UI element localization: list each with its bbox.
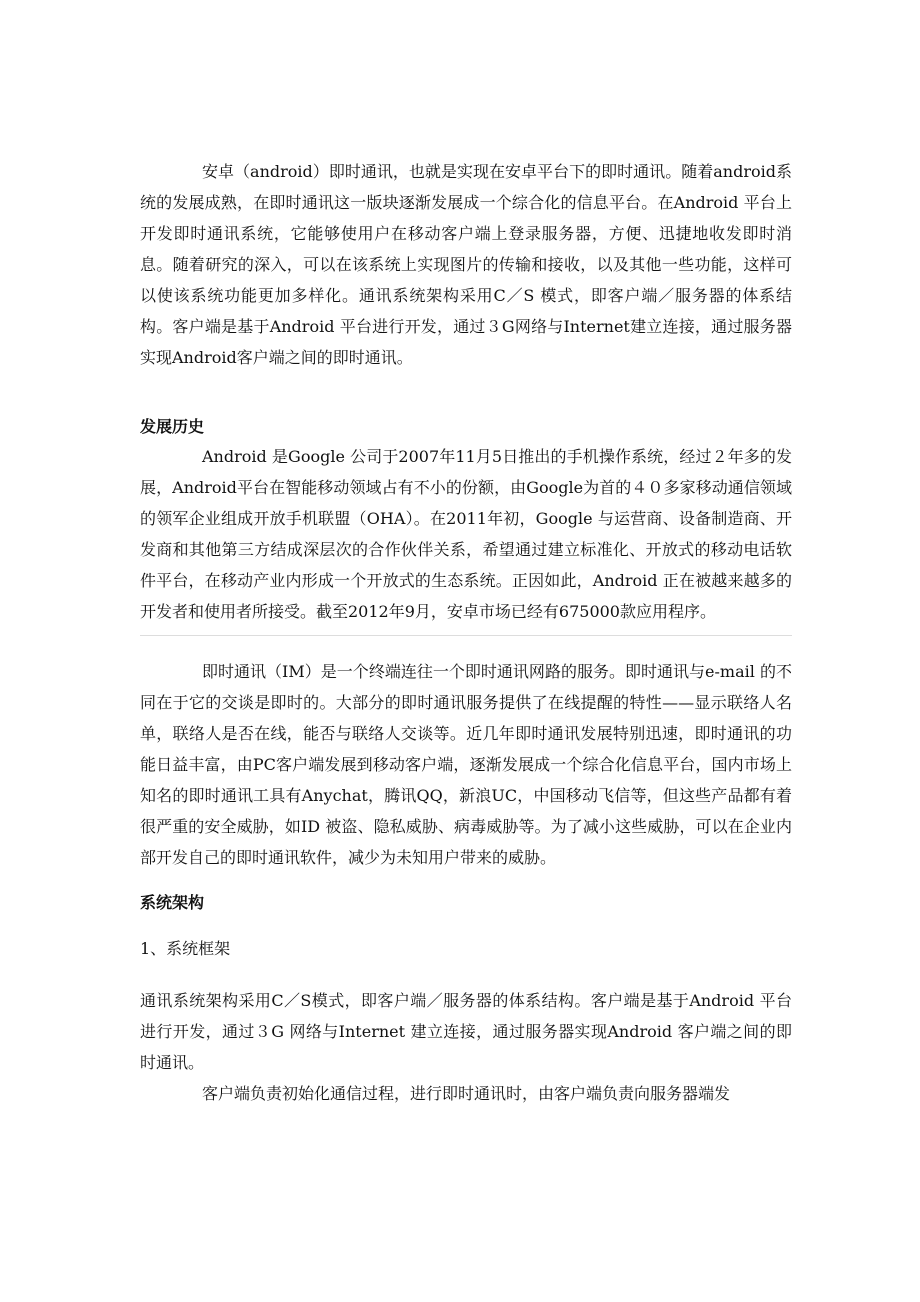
history-paragraph: Android 是Google 公司于2007年11月5日推出的手机操作系统，经过２年多的发展，Android平台在智能移动领域占有不小的份额，由Google为首的４０多家移动通信领域的领军企业组成开放手机联盟（OHA）。在2011年初，Google 与运营商、设备制造商、开发商和其他第三方结成深层次的合作伙伴关系，希望通过建立标准化、开放式的移动电话软件平台，在移动产业内形成一个开放式的生态系统。正因如此，Android 正在被越来越多的开发者和使用者所接受。截至2012年9月，安卓市场已经有675000款应用程序。 bbox=[140, 447, 792, 621]
section-heading-architecture: 系统架构 bbox=[140, 893, 205, 912]
document-page bbox=[140, 156, 792, 1109]
intro-paragraph: 安卓（android）即时通讯，也就是实现在安卓平台下的即时通讯。随着android系统的发展成熟，在即时通讯这一版块逐渐发展成一个综合化的信息平台。在Android 平台上开发即时通讯系统，它能够使用户在移动客户端上登录服务器，方便、迅捷地收发即时消息。随着研究的深入，可以在该系统上实现图片的传输和接收，以及其他一些功能，这样可以使该系统功能更加多样化。通讯系统架构采用C／S 模式，即客户端／服务器的体系结构。客户端是基于Android 平台进行开发，通过３G网络与Internet建立连接，通过服务器实现Android客户端之间的即时通讯。 bbox=[140, 162, 792, 367]
architecture-paragraph: 通讯系统架构采用C／S模式，即客户端／服务器的体系结构。客户端是基于Android 平台进行开发，通过３G 网络与Internet 建立连接，通过服务器实现Android 客户端之间的即时通讯。 bbox=[140, 991, 792, 1072]
section-heading-history: 发展历史 bbox=[140, 417, 205, 436]
client-paragraph: 客户端负责初始化通信过程，进行即时通讯时，由客户端负责向服务器端发 bbox=[202, 1084, 731, 1103]
im-paragraph: 即时通讯（IM）是一个终端连往一个即时通讯网路的服务。即时通讯与e-mail 的不同在于它的交谈是即时的。大部分的即时通讯服务提供了在线提醒的特性——显示联络人名单，联络人是否在线，能否与联络人交谈等。近几年即时通讯发展特别迅速，即时通讯的功能日益丰富，由PC客户端发展到移动客户端，逐渐发展成一个综合化信息平台，国内市场上知名的即时通讯工具有Anychat，腾讯QQ，新浪UC，中国移动飞信等，但这些产品都有着很严重的安全威胁，如ID 被盗、隐私威胁、病毒威胁等。为了减小这些威胁，可以在企业内部开发自己的即时通讯软件，减少为未知用户带来的威胁。 bbox=[140, 662, 792, 867]
subsection-heading-framework: 1、系统框架 bbox=[140, 939, 231, 958]
